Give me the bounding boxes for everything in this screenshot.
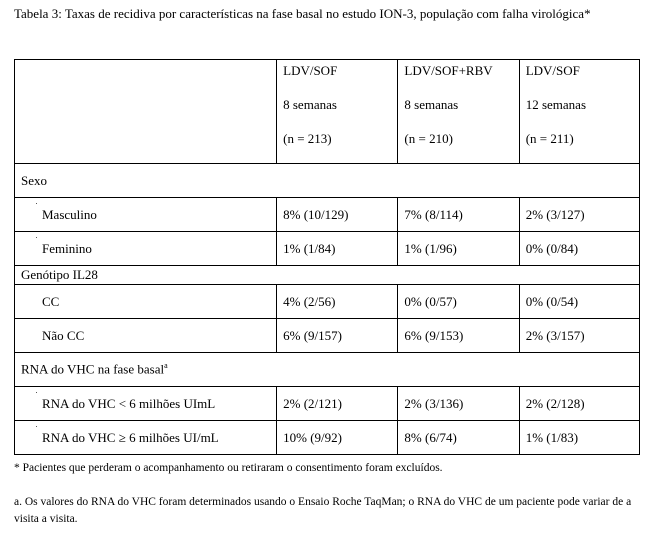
- table-cell: 8% (10/129): [277, 198, 398, 232]
- header-n: (n = 213): [283, 131, 332, 146]
- section-title: RNA do VHC na fase basal: [21, 361, 165, 377]
- table-row: [15, 421, 640, 455]
- table-cell: 2% (2/128): [519, 387, 639, 421]
- table-row: [15, 387, 640, 421]
- table-cell: 1% (1/83): [519, 421, 639, 455]
- row-label: Não CC: [42, 327, 85, 343]
- footnote-a: a. Os valores do RNA do VHC foram determinados usando o Ensaio Roche TaqMan; o RNA do VHC de um paciente pode variar de a visita a visita.: [14, 496, 632, 525]
- bullet-dot-icon: [36, 392, 37, 393]
- row-label-cell: [15, 319, 277, 353]
- header-n: (n = 210): [404, 131, 453, 146]
- footnote-marker: a: [164, 361, 168, 371]
- table-cell: 6% (9/157): [277, 319, 398, 353]
- table-row: [15, 232, 640, 266]
- row-label: Feminino: [42, 240, 92, 256]
- row-label: CC: [42, 293, 60, 309]
- header-duration: 8 semanas: [404, 97, 459, 112]
- table-cell: 10% (9/92): [277, 421, 398, 455]
- row-label-cell: [15, 285, 277, 319]
- header-regimen: LDV/SOF+RBV: [404, 63, 493, 78]
- bullet-dot-icon: [36, 237, 37, 238]
- header-regimen: LDV/SOF: [525, 63, 580, 78]
- section-title: Sexo: [15, 164, 640, 198]
- table-cell: 2% (2/121): [277, 387, 398, 421]
- table-cell: 1% (1/96): [398, 232, 519, 266]
- table-caption: Tabela 3: Taxas de recidiva por características na fase basal no estudo ION-3, população com falha virológica*: [14, 6, 591, 21]
- bullet-dot-icon: [36, 426, 37, 427]
- table-cell: 0% (0/54): [519, 285, 639, 319]
- table-cell: 8% (6/74): [398, 421, 519, 455]
- row-label: Masculino: [42, 206, 97, 222]
- row-label-cell: [15, 198, 277, 232]
- table-row: [15, 198, 640, 232]
- table-cell: 4% (2/56): [277, 285, 398, 319]
- table-row: [15, 319, 640, 353]
- header-duration: 8 semanas: [283, 97, 337, 112]
- table-cell: 7% (8/114): [398, 198, 519, 232]
- header-regimen: LDV/SOF: [283, 63, 338, 78]
- row-label: RNA do VHC < 6 milhões UImL: [42, 395, 216, 411]
- header-duration: 12 semanas: [525, 97, 587, 112]
- table-cell: 6% (9/153): [398, 319, 519, 353]
- section-row-rna: [15, 353, 640, 387]
- row-label: RNA do VHC ≥ 6 milhões UI/mL: [42, 429, 219, 445]
- section-title-cell: [15, 353, 640, 387]
- row-label-cell: [15, 232, 277, 266]
- table-cell: 2% (3/136): [398, 387, 519, 421]
- table-cell: 2% (3/127): [519, 198, 639, 232]
- table-cell: 0% (0/84): [519, 232, 639, 266]
- section-row-genotipo: [15, 266, 640, 285]
- table-row: [15, 285, 640, 319]
- header-n: (n = 211): [525, 131, 574, 146]
- header-ldv-sof-8: [277, 60, 398, 164]
- header-ldv-sof-12: [519, 60, 639, 164]
- row-label-cell: [15, 421, 277, 455]
- relapse-rates-table: [14, 59, 640, 455]
- table-header-row: [15, 60, 640, 164]
- table-cell: 1% (1/84): [277, 232, 398, 266]
- bullet-dot-icon: [36, 203, 37, 204]
- header-empty-cell: [15, 60, 277, 164]
- table-cell: 2% (3/157): [519, 319, 639, 353]
- table-cell: 0% (0/57): [398, 285, 519, 319]
- footnote-star: * Pacientes que perderam o acompanhamento ou retiraram o consentimento foram excluídos.: [14, 462, 443, 474]
- header-ldv-sof-rbv-8: [398, 60, 519, 164]
- section-row-sexo: [15, 164, 640, 198]
- row-label-cell: [15, 387, 277, 421]
- section-title: Genótipo IL28: [15, 266, 640, 285]
